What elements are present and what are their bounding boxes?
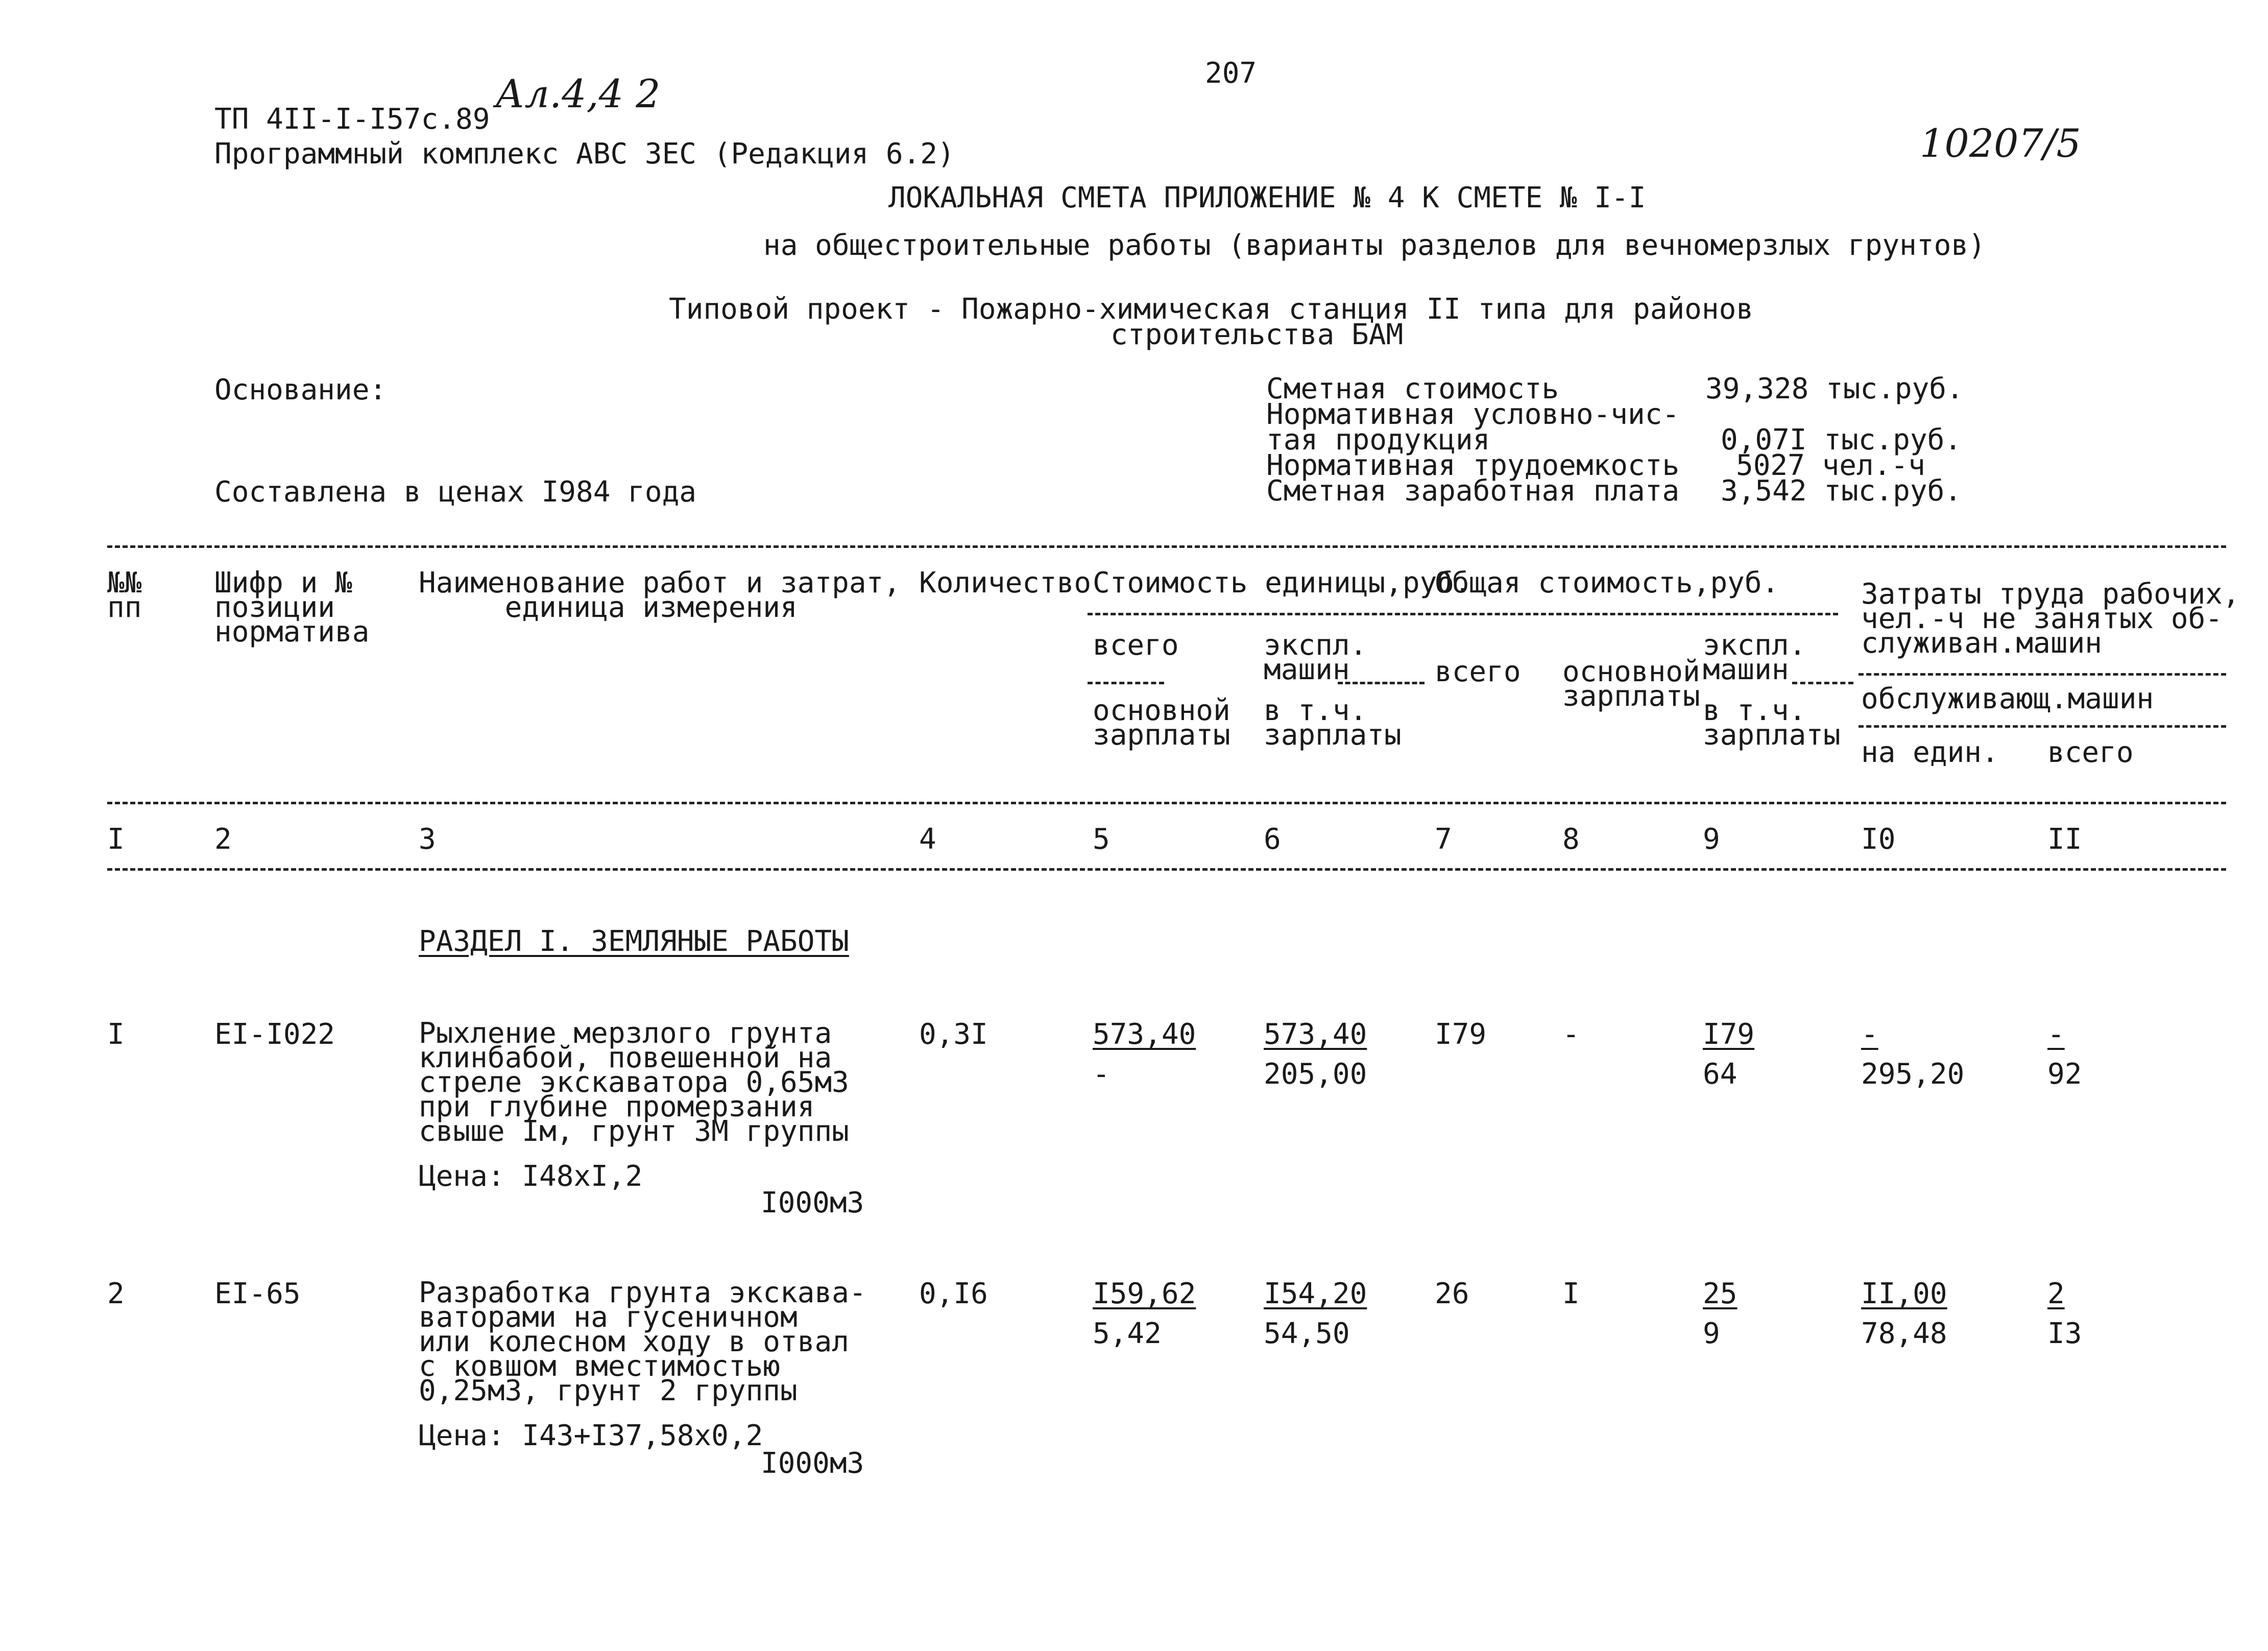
header-total-incl-wage: в т.ч. зарплаты bbox=[1703, 694, 1841, 752]
row-description: Рыхление мерзлого грунта клинбабой, повешенной на стреле экскаватора 0,65м3 при глубине промерзания свыше Iм, грунт 3М группы bbox=[419, 1017, 849, 1148]
page-number: 207 bbox=[1205, 57, 1257, 90]
rule-top bbox=[107, 545, 2226, 548]
row-labor-per-unit: - bbox=[1861, 1018, 1878, 1051]
row-unit-cost-all: 573,40 bbox=[1093, 1018, 1196, 1051]
header-total-all: всего bbox=[1435, 655, 1521, 688]
row-total-machines: I79 bbox=[1703, 1018, 1755, 1051]
row-total-all: I79 bbox=[1435, 1018, 1487, 1051]
summary-net-label-1: Нормативная условно-чис- bbox=[1266, 398, 1680, 431]
header-unit-machines: экспл. машин bbox=[1264, 629, 1367, 686]
column-number: II bbox=[2047, 823, 2082, 856]
header-unit-all: всего bbox=[1093, 629, 1179, 662]
column-number: 3 bbox=[419, 823, 436, 856]
handwritten-number: 10207/5 bbox=[1920, 121, 2081, 166]
summary-cost-label: Сметная стоимость bbox=[1266, 372, 1559, 405]
row-price: Цена: I43+I37,58x0,2 bbox=[419, 1419, 763, 1452]
row-quantity: 0,3I bbox=[919, 1018, 988, 1051]
column-number: 6 bbox=[1264, 823, 1281, 856]
row-labor-service-all: I3 bbox=[2047, 1317, 2082, 1350]
summary-net-value: 0,07I тыс.руб. bbox=[1721, 423, 1962, 457]
rule-cost-split bbox=[1088, 613, 1838, 615]
header-labor-all: всего bbox=[2047, 736, 2134, 769]
header-unit-cost: Стоимость единицы,руб. bbox=[1093, 566, 1471, 600]
row-labor-service-all: 92 bbox=[2047, 1058, 2082, 1091]
row-unit-cost-machines: 573,40 bbox=[1264, 1018, 1367, 1051]
row-unit: I000м3 bbox=[761, 1186, 864, 1219]
row-labor-service-per-unit: 78,48 bbox=[1861, 1317, 1947, 1350]
summary-cost-value: 39,328 тыс.руб. bbox=[1705, 372, 1964, 405]
estimate-title: ЛОКАЛЬНАЯ СМЕТА ПРИЛОЖЕНИЕ № 4 К СМЕТЕ № I-I bbox=[888, 181, 1646, 214]
column-number: 7 bbox=[1435, 823, 1452, 856]
column-number: 4 bbox=[919, 823, 936, 856]
summary-net-label-2: тая продукция bbox=[1266, 423, 1490, 457]
summary-labor-value: 5027 чел.-ч bbox=[1736, 449, 1925, 482]
row-unit-cost-all: I59,62 bbox=[1093, 1277, 1196, 1310]
header-col-name: Наименование работ и затрат, единица измерения bbox=[419, 566, 901, 624]
row-total-wage: I bbox=[1562, 1277, 1580, 1310]
header-per-unit: на един. bbox=[1861, 736, 1999, 769]
prices-line: Составлена в ценах I984 года bbox=[214, 475, 697, 509]
row-unit-cost-wage: 5,42 bbox=[1093, 1317, 1162, 1350]
estimate-subtitle: на общестроительные работы (варианты разделов для вечномерзлых грунтов) bbox=[763, 229, 1986, 262]
row-quantity: 0,I6 bbox=[919, 1277, 988, 1310]
row-total-machine-wage: 64 bbox=[1703, 1058, 1738, 1091]
row-unit-cost-wage: - bbox=[1093, 1058, 1110, 1091]
header-service-machines: обслуживающ.машин bbox=[1861, 682, 2154, 715]
rule-unit-split-a bbox=[1088, 682, 1164, 684]
row-description: Разработка грунта экскава- ваторами на гусеничном или колесном ходу в отвал с ковшом вместимостью 0,25м3, грунт 2 группы bbox=[419, 1276, 866, 1407]
rule-header-bottom bbox=[107, 802, 2226, 804]
row-labor-per-unit: II,00 bbox=[1861, 1277, 1947, 1310]
column-number: 8 bbox=[1562, 823, 1580, 856]
program-line: Программный комплекс АВС 3ЕС (Редакция 6.2) bbox=[214, 137, 955, 171]
row-number: I bbox=[107, 1018, 125, 1051]
rule-numbers-bottom bbox=[107, 868, 2226, 871]
handwritten-note: Ал.4,4 2 bbox=[495, 71, 661, 116]
summary-wage-value: 3,542 тыс.руб. bbox=[1721, 474, 1962, 508]
header-col-code: Шифр и № позиции норматива bbox=[214, 566, 370, 649]
column-number: 5 bbox=[1093, 823, 1110, 856]
row-unit: I000м3 bbox=[761, 1447, 864, 1480]
rule-labor-split-1 bbox=[1859, 673, 2226, 676]
project-line-2: строительства БАМ bbox=[1111, 318, 1404, 351]
header-total-machines: экспл. машин bbox=[1703, 629, 1806, 686]
column-number: I0 bbox=[1861, 823, 1896, 856]
header-total-cost: Общая стоимость,руб. bbox=[1435, 566, 1779, 600]
project-line-1: Типовой проект - Пожарно-химическая станция II типа для районов bbox=[669, 293, 1754, 326]
rule-labor-split-2 bbox=[1859, 725, 2226, 728]
header-total-wage: основной зарплаты bbox=[1562, 655, 1700, 713]
section-title: РАЗДЕЛ I. ЗЕМЛЯНЫЕ РАБОТЫ bbox=[419, 925, 849, 958]
column-number: 9 bbox=[1703, 823, 1720, 856]
row-unit-cost-machine-wage: 205,00 bbox=[1264, 1058, 1367, 1091]
row-code: EI-65 bbox=[214, 1277, 301, 1310]
column-number: 2 bbox=[214, 823, 232, 856]
row-unit-cost-machine-wage: 54,50 bbox=[1264, 1317, 1350, 1350]
header-col-qty: Количество bbox=[919, 566, 1092, 600]
row-labor-all: 2 bbox=[2047, 1277, 2065, 1310]
row-total-machine-wage: 9 bbox=[1703, 1317, 1720, 1350]
row-labor-service-per-unit: 295,20 bbox=[1861, 1058, 1965, 1091]
row-code: EI-I022 bbox=[214, 1018, 335, 1051]
header-col-num: №№ пп bbox=[107, 566, 142, 624]
row-number: 2 bbox=[107, 1277, 125, 1310]
row-total-wage: - bbox=[1562, 1018, 1580, 1051]
row-unit-cost-machines: I54,20 bbox=[1264, 1277, 1367, 1310]
row-total-all: 26 bbox=[1435, 1277, 1469, 1310]
header-unit-wage: основной зарплаты bbox=[1093, 694, 1230, 752]
header-unit-incl-wage: в т.ч. зарплаты bbox=[1264, 694, 1402, 752]
summary-wage-label: Сметная заработная плата bbox=[1266, 474, 1680, 508]
header-labor: Затраты труда рабочих, чел.-ч не занятых об- служиван.машин bbox=[1861, 578, 2240, 660]
row-labor-all: - bbox=[2047, 1018, 2065, 1051]
summary-labor-label: Нормативная трудоемкость bbox=[1266, 449, 1680, 482]
document-code: ТП 4II-I-I57с.89 bbox=[214, 103, 490, 136]
column-number: I bbox=[107, 823, 125, 856]
basis-label: Основание: bbox=[214, 373, 387, 406]
row-price: Цена: I48xI,2 bbox=[419, 1160, 643, 1193]
row-total-machines: 25 bbox=[1703, 1277, 1738, 1310]
